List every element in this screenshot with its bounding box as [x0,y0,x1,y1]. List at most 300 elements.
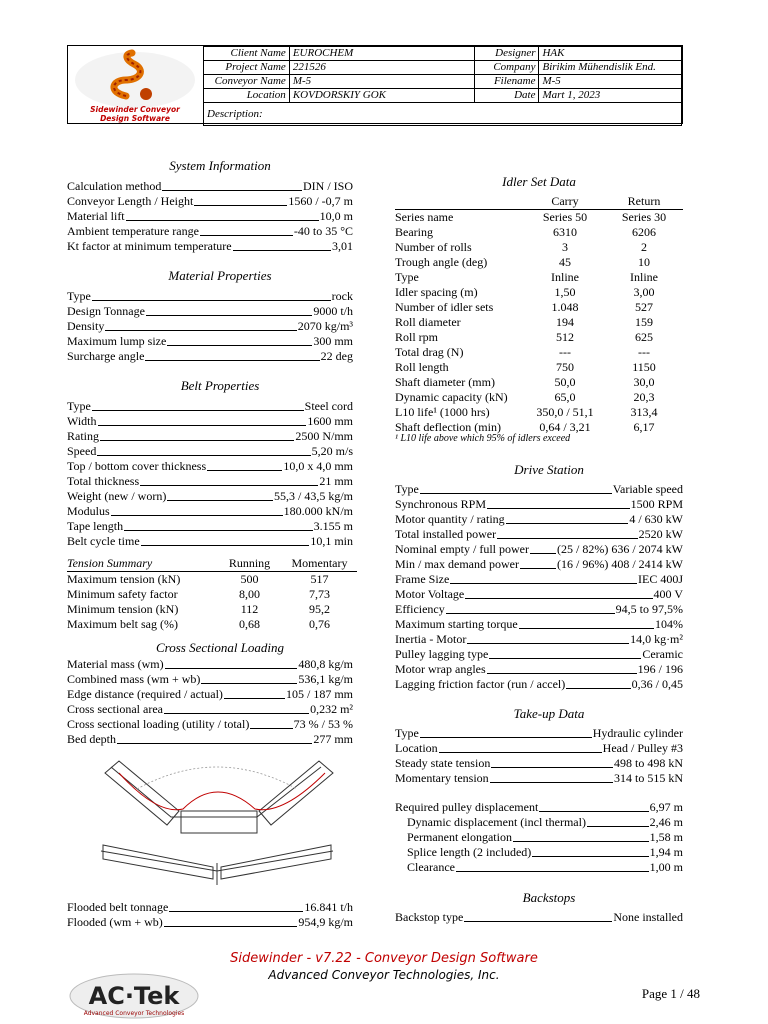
row-label: Maximum starting torque [395,617,518,631]
leader-row [67,900,353,915]
leader-line [464,921,612,922]
conveyor-value: M-5 [289,75,474,89]
row-label: Splice length (2 included) [407,845,532,859]
page-number: Page 1 / 48 [641,986,700,1001]
table-cell: Idler spacing (m) [395,285,478,299]
leader-row [67,534,353,549]
row-value: (16 / 96%) 408 / 2414 kW [557,557,683,571]
table-cell: --- [638,345,650,359]
row-label: Bed depth [67,732,116,746]
date-value: Mart 1, 2023 [539,89,682,103]
leader-row [67,319,353,334]
table-cell: 1,50 [554,285,576,299]
row-value: 1500 RPM [630,497,683,511]
row-label: Lagging friction factor (run / accel) [395,677,566,691]
leader-line [566,688,630,689]
leader-line [233,250,331,251]
leader-row [67,459,353,474]
belt-title: Belt Properties [180,378,260,393]
row-value: 9000 t/h [313,304,353,318]
table-cell: Minimum safety factor [67,587,178,601]
footer-title: Sidewinder - v7.22 - Conveyor Design Software [230,951,538,966]
material-title: Material Properties [168,268,272,283]
leader-line [519,628,654,629]
row-label: Type [67,399,91,413]
leader-line [145,360,319,361]
row-value: Ceramic [642,647,683,661]
idler-footnote: ¹ L10 life above which 95% of idlers exceed [395,433,571,444]
table-cell: Inline [551,270,579,284]
table-cell: 65,0 [554,390,576,404]
leader-line [169,911,303,912]
project-label: Project Name [204,61,290,75]
leader-line [250,728,292,729]
row-label: Frame Size [395,572,450,586]
leader-line [162,190,302,191]
row-label: Total thickness [67,474,140,488]
table-cell: 0,68 [239,617,260,631]
table-cell: 517 [310,572,329,586]
snake-icon [68,46,203,123]
row-value: Steel cord [304,399,353,413]
table-row [67,602,357,617]
leader-line [98,425,307,426]
leader-line [105,330,296,331]
leader-line [530,553,556,554]
row-label: Width [67,414,97,428]
leader-row [67,519,353,534]
table-row [395,285,683,300]
idler-table [395,194,683,435]
table-row [67,617,357,632]
idler-return-header: Return [627,194,661,208]
leader-row [395,512,683,527]
idler-diagram [97,755,347,895]
table-cell: Number of rolls [395,240,472,254]
leader-line [201,683,297,684]
row-value: 55,3 / 43,5 kg/m [273,489,353,503]
table-cell: Roll rpm [395,330,439,344]
footer-subtitle: Advanced Conveyor Technologies, Inc. [268,968,500,982]
row-label: Momentary tension [395,771,489,785]
designer-label: Designer [474,47,539,61]
table-cell: 3,00 [633,285,655,299]
leader-row [67,334,353,349]
table-cell: 0,76 [309,617,330,631]
row-value: 94,5 to 97,5% [615,602,683,616]
conveyor-label: Conveyor Name [204,75,290,89]
row-label: Inertia - Motor [395,632,467,646]
row-value: 277 mm [313,732,353,746]
row-value: 1560 / -0,7 m [288,194,353,208]
leader-line [165,668,298,669]
location-label: Location [204,89,290,103]
table-cell: Roll diameter [395,315,461,329]
leader-line [497,538,638,539]
table-cell: Shaft diameter (mm) [395,375,495,389]
leader-row [67,717,353,732]
row-value: 3,01 [332,239,353,253]
leader-row [67,209,353,224]
row-label: Edge distance (required / actual) [67,687,223,701]
table-cell: 6,17 [633,420,655,434]
table-row [395,390,683,405]
table-row [395,225,683,240]
row-label: Calculation method [67,179,162,193]
row-value: Hydraulic cylinder [592,726,683,740]
row-label: Motor wrap angles [395,662,486,676]
table-cell: Inline [630,270,658,284]
tension-header: Tension Summary [67,556,153,570]
row-label: Ambient temperature range [67,224,199,238]
table-row [395,405,683,420]
row-value: 14,0 kg·m² [630,632,683,646]
leader-row [67,224,353,239]
table-row [395,255,683,270]
client-value: EUROCHEM [289,47,474,61]
row-value: 105 / 187 mm [285,687,353,701]
leader-line [92,300,331,301]
logo-line1: Sidewinder Conveyor [90,105,180,114]
company-label: Company [474,61,539,75]
tension-momentary-header: Momentary [291,556,348,570]
table-cell: --- [559,345,571,359]
leader-line [167,500,273,501]
row-label: Density [67,319,105,333]
table-cell: 7,73 [309,587,330,601]
leader-line [539,811,648,812]
leader-row [395,910,683,925]
table-cell: Bearing [395,225,433,239]
row-label: Rating [67,429,99,443]
table-row [67,587,357,602]
leader-row [395,741,683,756]
table-cell: 750 [556,360,574,374]
leader-row [395,482,683,497]
table-cell: 6310 [553,225,577,239]
leader-row [67,414,353,429]
table-cell: 10 [638,255,650,269]
leader-line [513,841,649,842]
row-value: 1,94 m [649,845,683,859]
leader-row [67,687,353,702]
leader-row [395,542,683,557]
row-value: 104% [655,617,683,631]
leader-line [487,508,630,509]
tension-running-header: Running [228,556,271,570]
table-cell: Total drag (N) [395,345,464,359]
leader-row [67,702,353,717]
row-label: Cross sectional loading (utility / total) [67,717,250,731]
leader-row [67,489,353,504]
table-row [395,210,683,226]
table-cell: 112 [240,602,259,616]
leader-line [456,871,649,872]
leader-line [467,643,629,644]
row-value: None installed [613,910,683,924]
leader-line [487,673,637,674]
row-value: 21 mm [319,474,353,488]
leader-row [67,444,353,459]
row-label: Total installed power [395,527,497,541]
leader-row [407,830,683,845]
row-label: Cross sectional area [67,702,163,716]
row-label: Material lift [67,209,125,223]
leader-line [200,235,293,236]
table-cell: Dynamic capacity (kN) [395,390,508,404]
row-label: Dynamic displacement (incl thermal) [407,815,586,829]
leader-row [67,239,353,254]
leader-line [465,598,652,599]
leader-row [67,474,353,489]
leader-line [207,470,282,471]
description-label: Description: [204,103,682,126]
table-cell: 527 [635,300,653,314]
leader-line [532,856,648,857]
leader-line [587,826,649,827]
row-value: Variable speed [612,482,683,496]
leader-row [67,915,353,930]
leader-line [117,743,312,744]
leader-row [67,732,353,747]
system-info-title: System Information [169,158,271,173]
row-value: rock [331,289,353,303]
takeup-title: Take-up Data [513,706,585,721]
leader-row [407,815,683,830]
leader-row [395,557,683,572]
leader-row [67,349,353,364]
table-row [395,330,683,345]
table-cell: 1150 [632,360,656,374]
row-label: Belt cycle time [67,534,140,548]
filename-label: Filename [474,75,539,89]
row-label: Modulus [67,504,110,518]
leader-line [439,752,602,753]
row-label: Combined mass (wm + wb) [67,672,201,686]
row-value: 2070 kg/m³ [297,319,353,333]
row-value: 73 % / 53 % [293,717,353,731]
leader-line [491,767,613,768]
drive-title: Drive Station [514,462,584,477]
leader-line [450,583,637,584]
table-row [67,572,357,588]
leader-row [67,504,353,519]
table-cell: Number of idler sets [395,300,494,314]
leader-line [164,713,309,714]
leader-line [520,568,556,569]
table-cell: Maximum belt sag (%) [67,617,178,631]
row-label: Top / bottom cover thickness [67,459,207,473]
row-label: Flooded (wm + wb) [67,915,163,929]
row-label: Speed [67,444,97,458]
date-label: Date [474,89,539,103]
table-cell: Shaft deflection (min) [395,420,501,434]
leader-row [67,179,353,194]
table-cell: 350,0 / 51,1 [536,405,594,419]
row-value: 4 / 630 kW [629,512,683,526]
table-cell: 3 [562,240,568,254]
row-value: 480,8 kg/m [298,657,353,671]
table-cell: 1.048 [551,300,579,314]
row-label: Efficiency [395,602,445,616]
sidewinder-logo [68,46,204,123]
row-value: 6,97 m [649,800,683,814]
row-label: Permanent elongation [407,830,512,844]
leader-row [395,632,683,647]
row-value: 400 V [653,587,683,601]
project-value: 221526 [289,61,474,75]
leader-row [395,497,683,512]
row-value: 196 / 196 [637,662,683,676]
leader-row [67,289,353,304]
row-label: Backstop type [395,910,464,924]
company-value: Birikim Mühendislik End. [539,61,682,75]
row-value: -40 to 35 °C [293,224,353,238]
leader-row [407,845,683,860]
row-label: Location [395,741,438,755]
leader-row [395,800,683,815]
leader-row [67,399,353,414]
row-label: Type [67,289,91,303]
leader-row [395,756,683,771]
table-row [395,240,683,255]
idler-title: Idler Set Data [502,174,576,189]
leader-row [395,587,683,602]
table-cell: 50,0 [554,375,576,389]
leader-row [395,726,683,741]
row-value: 498 to 498 kN [614,756,683,770]
table-cell: Trough angle (deg) [395,255,488,269]
row-label: Kt factor at minimum temperature [67,239,232,253]
row-label: Type [395,726,419,740]
table-row [395,360,683,375]
table-cell: 313,4 [630,405,658,419]
table-row [395,345,683,360]
row-label: Type [395,482,419,496]
table-cell: Type [395,270,419,284]
leader-line [126,220,319,221]
leader-line [224,698,285,699]
leader-row [395,662,683,677]
row-label: Maximum lump size [67,334,167,348]
leader-line [111,515,283,516]
leader-line [100,440,294,441]
leader-line [489,658,641,659]
leader-line [124,530,313,531]
row-label: Pulley lagging type [395,647,489,661]
table-row [395,270,683,285]
table-cell: Minimum tension (kN) [67,602,179,616]
cross-title: Cross Sectional Loading [155,640,285,655]
row-value: 5,20 m/s [311,444,353,458]
row-value: 2520 kW [638,527,683,541]
table-cell: 8,00 [239,587,260,601]
leader-line [446,613,615,614]
table-cell: 6206 [632,225,656,239]
leader-line [194,205,287,206]
table-cell: Series name [395,210,454,224]
table-cell: 2 [641,240,647,254]
row-value: 16.841 t/h [304,900,353,914]
row-label: Steady state tension [395,756,491,770]
row-value: 954,9 kg/m [298,915,353,929]
leader-line [164,926,298,927]
table-cell: Series 50 [542,210,588,224]
row-value: 10,1 min [310,534,353,548]
table-cell: Series 30 [621,210,667,224]
row-label: Motor Voltage [395,587,465,601]
table-cell: 0,64 / 3,21 [539,420,591,434]
leader-line [140,485,318,486]
leader-row [395,572,683,587]
leader-line [506,523,629,524]
row-value: 10,0 m [319,209,353,223]
leader-line [167,345,312,346]
table-cell: 512 [556,330,574,344]
leader-line [420,737,592,738]
row-label: Min / max demand power [395,557,519,571]
row-label: Clearance [407,860,455,874]
client-label: Client Name [204,47,290,61]
row-label: Motor quantity / rating [395,512,505,526]
table-cell: 500 [240,572,259,586]
row-value: 2500 N/mm [295,429,353,443]
leader-line [420,493,612,494]
table-cell: L10 life¹ (1000 hrs) [395,405,490,419]
row-label: Weight (new / worn) [67,489,167,503]
row-value: 1600 mm [307,414,353,428]
row-label: Material mass (wm) [67,657,164,671]
row-value: 1,58 m [649,830,683,844]
leader-row [67,304,353,319]
leader-row [395,771,683,786]
row-label: Design Tonnage [67,304,145,318]
actek-logo-text: AC·Tek [88,982,180,1010]
tension-table [67,556,357,632]
row-value: 1,00 m [649,860,683,874]
table-cell: 45 [559,255,571,269]
table-cell: 194 [556,315,574,329]
leader-line [146,315,312,316]
backstops-title: Backstops [522,890,576,905]
row-label: Synchronous RPM [395,497,487,511]
row-value: 0,36 / 0,45 [631,677,683,691]
table-row [395,300,683,315]
row-value: 314 to 515 kN [614,771,683,785]
leader-row [67,429,353,444]
leader-row [395,647,683,662]
leader-row [407,860,683,875]
row-value: 180.000 kN/m [283,504,353,518]
row-label: Surcharge angle [67,349,145,363]
logo-line2: Design Software [100,114,170,123]
filename-value: M-5 [539,75,682,89]
table-cell: Roll length [395,360,449,374]
actek-logo-sub: Advanced Conveyor Technologies [83,1010,185,1017]
header-table [203,46,682,126]
table-cell: 30,0 [633,375,655,389]
row-value: 300 mm [313,334,353,348]
row-value: 0,232 m² [310,702,353,716]
leader-row [395,602,683,617]
location-value: KOVDORSKIY GOK [289,89,474,103]
row-value: 2,46 m [649,815,683,829]
row-label: Flooded belt tonnage [67,900,169,914]
row-value: 536,1 kg/m [298,672,353,686]
leader-line [92,410,304,411]
row-value: 3.155 m [313,519,353,533]
leader-row [67,194,353,209]
